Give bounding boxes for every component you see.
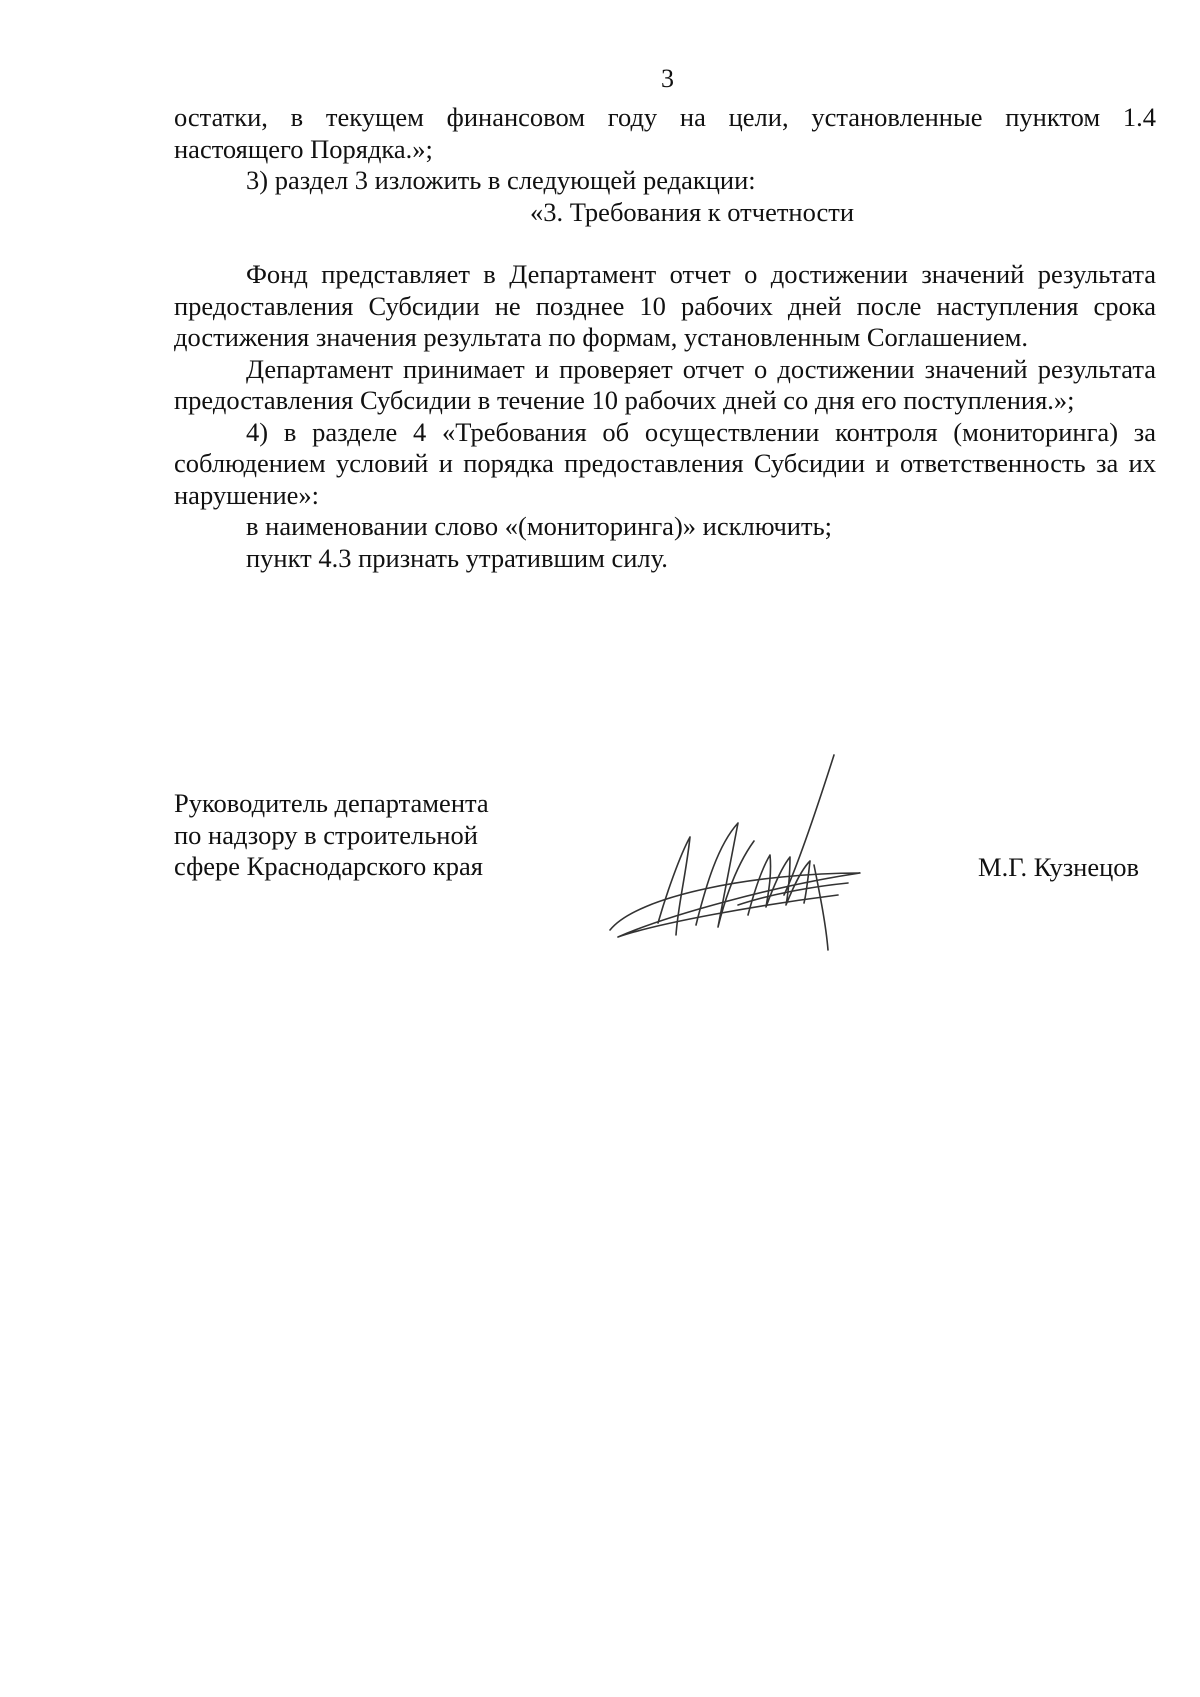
signatory-title-line-2: по надзору в строительной [174,819,478,850]
paragraph-1-line-1: остатки, в текущем финансовом году на цели, установленные пунктом 1.4 [174,102,1156,132]
signatory-title-line-1: Руководитель департамента [174,788,489,818]
paragraph-1-line-2: настоящего Порядка.»; [174,133,433,164]
signature-stroke-2 [696,823,754,927]
document-body [174,102,1156,574]
paragraph-5: 4) в разделе 4 «Требования об осуществлении контроля (мониторинга) за соблюдением условий и порядка предоставления Субсидии и ответственность за их нарушение»: [174,416,1156,510]
paragraph-7: пункт 4.3 признать утратившим силу. [246,542,668,573]
handwritten-signature [598,745,898,955]
signature-stroke-5 [814,865,828,950]
paragraph-6: в наименовании слово «(мониторинга)» исключить; [246,511,833,541]
paragraph-4: Департамент принимает и проверяет отчет о достижении значений результата предоставления Субсидии в течение 10 рабочих дней со дня его поступления.»; [174,353,1156,415]
paragraph-2: 3) раздел 3 изложить в следующей редакции: [246,165,756,195]
signer-name: М.Г. Кузнецов [978,852,1140,882]
signatory-title-line-3: сфере Краснодарского края [174,851,483,881]
paragraph-3: Фонд представляет в Департамент отчет о достижении значений результата предоставления Субсидии не позднее 10 рабочих дней после наступления срока достижения значения результата по формам, установленным Соглашением. [174,259,1156,352]
signature-flourish [610,873,860,937]
page-number: 3 [661,64,674,93]
section-heading: «3. Требования к отчетности [530,196,855,227]
signatory-title [174,788,489,883]
